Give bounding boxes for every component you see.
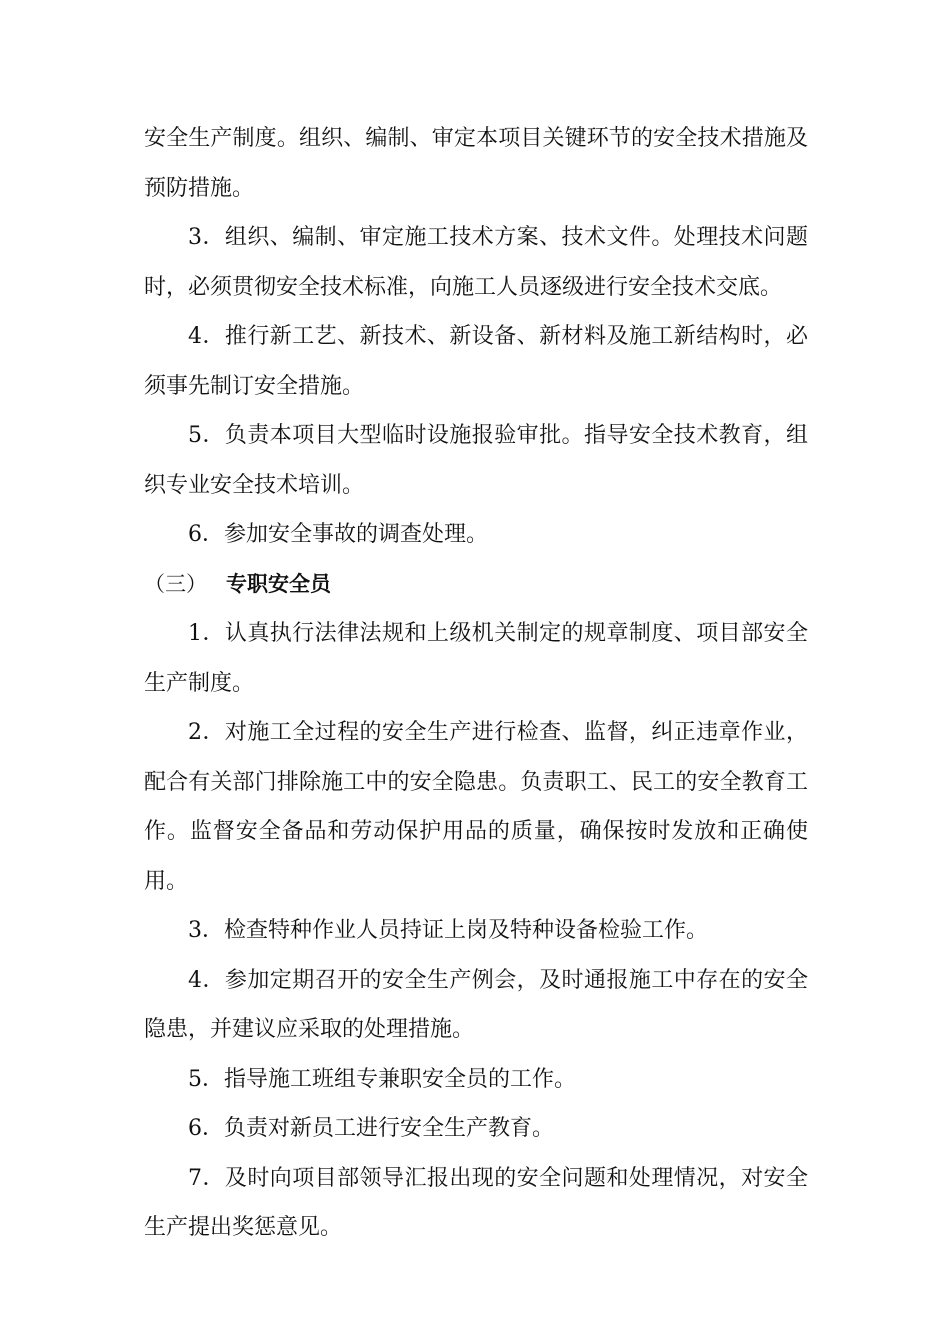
section-heading-title: 专职安全员 bbox=[226, 571, 331, 596]
safety-officer-item-3: 3．检查特种作业人员持证上岗及特种设备检验工作。 bbox=[188, 918, 708, 943]
safety-officer-item-1: 1．认真执行法律法规和上级机关制定的规章制度、项目部安全生产制度。 bbox=[144, 621, 808, 696]
document-body bbox=[144, 114, 808, 1253]
safety-officer-item-5: 5．指导施工班组专兼职安全员的工作。 bbox=[188, 1066, 576, 1092]
paragraph-item-3: 3．组织、编制、审定施工技术方案、技术文件。处理技术问题时，必须贯彻安全技术标准，向施工人员逐级进行安全技术交底。 bbox=[144, 225, 808, 300]
paragraph-item-5: 5．负责本项目大型临时设施报验审批。指导安全技术教育，组织专业安全技术培训。 bbox=[144, 423, 808, 498]
paragraph-continuation: 安全生产制度。组织、编制、审定本项目关键环节的安全技术措施及预防措施。 bbox=[144, 126, 808, 201]
safety-officer-item-2: 2．对施工全过程的安全生产进行检查、监督，纠正违章作业，配合有关部门排除施工中的安全隐患。负责职工、民工的安全教育工作。监督安全备品和劳动保护用品的质量，确保按时发放和正确使用。 bbox=[144, 720, 808, 894]
paragraph-item-4: 4．推行新工艺、新技术、新设备、新材料及施工新结构时，必须事先制订安全措施。 bbox=[144, 324, 808, 399]
section-heading-number: （三） bbox=[144, 571, 207, 596]
safety-officer-item-4: 4．参加定期召开的安全生产例会，及时通报施工中存在的安全隐患，并建议应采取的处理措施。 bbox=[144, 967, 808, 1042]
safety-officer-item-6: 6．负责对新员工进行安全生产教育。 bbox=[188, 1116, 554, 1141]
safety-officer-item-7: 7．及时向项目部领导汇报出现的安全问题和处理情况，对安全生产提出奖惩意见。 bbox=[144, 1165, 808, 1240]
section-heading bbox=[144, 560, 808, 610]
paragraph-item-6: 6．参加安全事故的调查处理。 bbox=[188, 522, 488, 547]
